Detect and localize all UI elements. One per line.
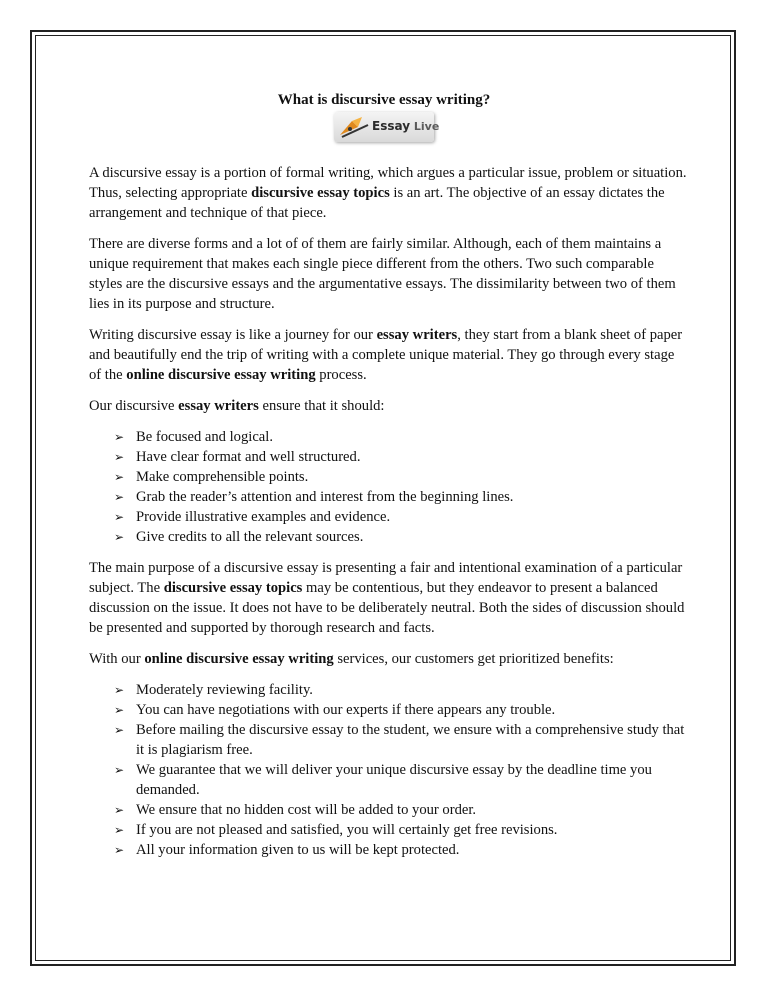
list-item: ➢ If you are not pleased and satisfied, you will certainly get free revisions. — [114, 822, 558, 838]
arrow-bullet-icon: ➢ — [114, 490, 125, 504]
list-item: ➢ All your information given to us will be kept protected. — [114, 842, 460, 858]
list-item: ➢ Before mailing the discursive essay to the student, we ensure with a comprehensive study that it is plagiarism free. — [114, 722, 685, 758]
bold-keyword: online discursive essay writing — [126, 367, 316, 383]
paragraph-2: There are diverse forms and a lot of of them are fairly similar. Although, each of them maintains a unique requirement that makes each single piece different from the others. Two such comparable styles are the discursive essays and the argumentative essays. The dissimilarity between two of them lies in its purpose and structure. — [89, 236, 676, 312]
arrow-bullet-icon: ➢ — [114, 763, 125, 777]
list-item: ➢ Grab the reader’s attention and interest from the beginning lines. — [114, 489, 514, 505]
qualities-list — [89, 427, 689, 547]
list-item: ➢ We guarantee that we will deliver your unique discursive essay by the deadline time you demanded. — [114, 762, 652, 798]
essay-live-logo — [334, 112, 440, 142]
list-item: ➢ Moderately reviewing facility. — [114, 682, 313, 698]
arrow-bullet-icon: ➢ — [114, 803, 125, 817]
paragraph-3: Writing discursive essay is like a journey for our essay writers, they start from a blank sheet of paper and beautifully end the trip of writing with a complete unique material. They go through every stage of the online discursive essay writing process. — [89, 327, 683, 383]
benefits-list — [89, 680, 689, 860]
arrow-bullet-icon: ➢ — [114, 823, 125, 837]
arrow-bullet-icon: ➢ — [114, 530, 125, 544]
list-item: ➢ Give credits to all the relevant sources. — [114, 529, 364, 545]
bold-keyword: discursive essay topics — [251, 185, 390, 201]
list-item: ➢ Provide illustrative examples and evidence. — [114, 509, 391, 525]
list-item: ➢ Be focused and logical. — [114, 429, 273, 445]
paragraph-1: A discursive essay is a portion of formal writing, which argues a particular issue, problem or situation. Thus, selecting appropriate discursive essay topics is an art. The objective of an essay dictates the arrangement and technique of that piece. — [89, 165, 687, 221]
pen-nib-icon — [338, 115, 372, 139]
arrow-bullet-icon: ➢ — [114, 450, 125, 464]
bold-keyword: online discursive essay writing — [144, 651, 334, 667]
bold-keyword: discursive essay topics — [163, 580, 303, 596]
page-title: What is discursive essay writing? — [277, 92, 491, 108]
arrow-bullet-icon: ➢ — [114, 843, 125, 857]
document-body — [89, 163, 689, 871]
paragraph-6: With our online discursive essay writing services, our customers get prioritized benefits: — [89, 651, 614, 667]
arrow-bullet-icon: ➢ — [114, 703, 125, 717]
arrow-bullet-icon: ➢ — [114, 723, 125, 737]
list-item: ➢ You can have negotiations with our experts if there appears any trouble. — [114, 702, 556, 718]
list-item: ➢ Have clear format and well structured. — [114, 449, 361, 465]
paragraph-5: The main purpose of a discursive essay is presenting a fair and intentional examination of a particular subject. The discursive essay topics may be contentious, but they endeavor to present a balanced discussion on the issue. It does not have to be deliberately neutral. Both the sides of discussion should be presented and supported by thorough research and facts. — [89, 560, 685, 636]
list-item: ➢ We ensure that no hidden cost will be added to your order. — [114, 802, 477, 818]
logo-word-essay: Essay — [372, 119, 411, 133]
bold-keyword: essay writers — [376, 327, 458, 343]
arrow-bullet-icon: ➢ — [114, 683, 125, 697]
list-item: ➢ Make comprehensible points. — [114, 469, 309, 485]
arrow-bullet-icon: ➢ — [114, 430, 125, 444]
arrow-bullet-icon: ➢ — [114, 510, 125, 524]
bold-keyword: essay writers — [178, 398, 259, 414]
arrow-bullet-icon: ➢ — [114, 470, 125, 484]
paragraph-4: Our discursive essay writers ensure that it should: — [89, 398, 385, 414]
logo-word-live: Live — [413, 120, 440, 133]
